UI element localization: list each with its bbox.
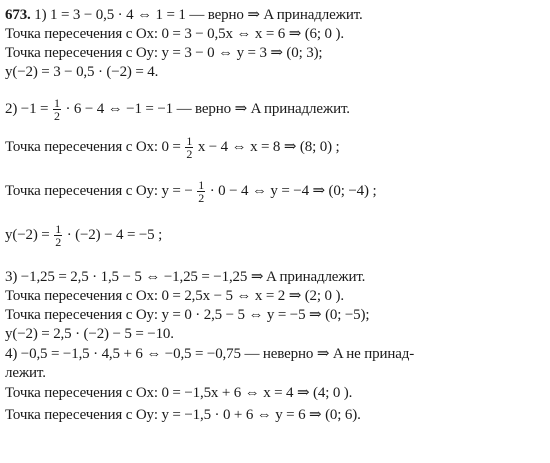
line-3: Точка пересечения с Oy: y = 3 − 0 ⇔ y = 3 ⇒ (0; 3);: [5, 45, 323, 61]
line-12: y(−2) = 2,5 · (−2) − 5 = −10.: [5, 326, 174, 342]
fraction-one-half: [197, 179, 205, 204]
fraction-denominator: 2: [198, 191, 205, 206]
line-6: [5, 127, 544, 167]
line-5: [5, 89, 544, 129]
line-11: Точка пересечения с Oy: y = 0 · 2,5 − 5 ⇔ y = −5 ⇒ (0; −5);: [5, 307, 370, 323]
line-5-part-b: · 6 − 4 ⇔ −1 = −1 — верно ⇒ A принадлежит.: [65, 101, 350, 117]
line-1: [5, 6, 544, 24]
fraction-numerator: 1: [55, 222, 62, 237]
line-8-part-b: · (−2) − 4 = −5 ;: [66, 227, 163, 243]
fraction-denominator: 2: [55, 235, 62, 250]
line-6-part-a: Точка пересечения с Ox: 0 =: [5, 139, 181, 155]
fraction-one-half: [185, 135, 193, 160]
line-16: Точка пересечения с Oy: y = −1,5 · 0 + 6 ⇔ y = 6 ⇒ (0; 6).: [5, 407, 361, 423]
line-13: 4) −0,5 = −1,5 · 4,5 + 6 ⇔ −0,5 = −0,75 — неверно ⇒ A не принад-: [5, 346, 415, 362]
line-14: лежит.: [5, 365, 46, 381]
line-10: Точка пересечения с Ox: 0 = 2,5x − 5 ⇔ x = 2 ⇒ (2; 0 ).: [5, 288, 344, 304]
problem-number: 673.: [5, 7, 31, 23]
fraction-denominator: 2: [186, 147, 193, 162]
line-15: Точка пересечения с Ox: 0 = −1,5x + 6 ⇔ x = 4 ⇒ (4; 0 ).: [5, 385, 353, 401]
line-5-part-a: 2) −1 =: [5, 101, 49, 117]
line-2: Точка пересечения с Ox: 0 = 3 − 0,5x ⇔ x = 6 ⇒ (6; 0 ).: [5, 26, 344, 42]
line-6-part-b: x − 4 ⇔ x = 8 ⇒ (8; 0) ;: [197, 139, 340, 155]
line-4: y(−2) = 3 − 0,5 · (−2) = 4.: [5, 64, 159, 80]
fraction-numerator: 1: [198, 178, 205, 193]
line-1-text: 1) 1 = 3 − 0,5 · 4 ⇔ 1 = 1 — верно ⇒ A принадлежит.: [34, 7, 363, 23]
line-7-part-a: Точка пересечения с Oy: y = −: [5, 183, 193, 199]
fraction-one-half: [53, 97, 61, 122]
fraction-one-half: [54, 223, 62, 248]
line-9: 3) −1,25 = 2,5 · 1,5 − 5 ⇔ −1,25 = −1,25 ⇒ A принадлежит.: [5, 269, 366, 285]
fraction-numerator: 1: [186, 134, 193, 149]
fraction-numerator: 1: [53, 96, 60, 111]
line-8: [5, 215, 544, 255]
fraction-denominator: 2: [53, 109, 60, 124]
line-7-part-b: · 0 − 4 ⇔ y = −4 ⇒ (0; −4) ;: [209, 183, 377, 199]
line-8-part-a: y(−2) =: [5, 227, 50, 243]
line-7: [5, 171, 544, 211]
